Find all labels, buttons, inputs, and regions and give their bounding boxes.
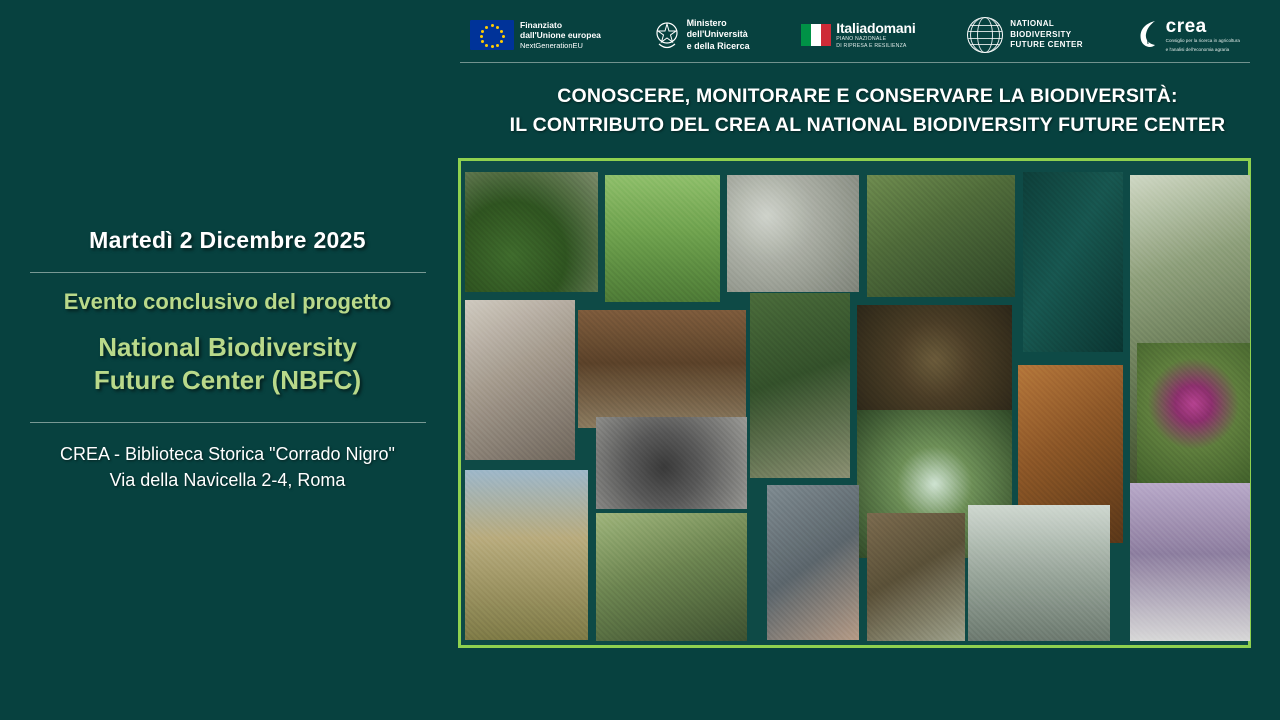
photo-grain: [867, 513, 965, 641]
italiadomani-name: Italiadomani: [836, 20, 916, 37]
crea-tag-line2: e l'analisi dell'economia agraria: [1165, 46, 1230, 52]
eu-text-line3: NextGenerationEU: [520, 40, 583, 50]
project-name-line2: Future Center (NBFC): [93, 365, 362, 396]
mur-text-line1: Ministero: [686, 18, 727, 29]
photo-surface: [465, 470, 588, 640]
venue-line2: Via della Navicella 2-4, Roma: [109, 470, 346, 491]
photo-children-field: [867, 175, 1015, 297]
headline-line1: CONOSCERE, MONITORARE E CONSERVARE LA BIODIVERSITÀ:: [557, 85, 1178, 107]
photo-surface: [465, 300, 575, 460]
republic-emblem-icon: [653, 18, 681, 52]
logo-divider: [460, 62, 1250, 63]
photo-surface: [578, 310, 746, 428]
globe-icon: [967, 17, 1003, 53]
photo-surface: [727, 175, 859, 292]
photo-surface: [1130, 483, 1250, 641]
photo-stag-beetle: [596, 417, 747, 509]
event-info-panel: [0, 0, 455, 720]
photo-grain: [596, 513, 747, 641]
photo-plant-specimen: [867, 513, 965, 641]
photo-hand-insect: [767, 485, 859, 640]
photo-grain: [578, 310, 746, 428]
photo-surface: [465, 172, 598, 292]
event-subtitle: Evento conclusivo del progetto: [63, 288, 392, 314]
divider-top: [30, 272, 426, 273]
nbfc-logo-text: [1010, 19, 1083, 51]
photo-surface: [968, 505, 1110, 641]
nbfc-text-line3: FUTURE CENTER: [1010, 40, 1083, 50]
photo-moth-camouflage: [857, 305, 1012, 415]
project-name: [94, 331, 361, 399]
content-panel: [455, 0, 1280, 720]
photo-collage: [465, 165, 1244, 641]
photo-grain: [596, 417, 747, 509]
photo-grain: [750, 293, 850, 478]
photo-field-team: [465, 470, 588, 640]
italiadomani-logo-text: [836, 20, 915, 50]
mur-text-line2: dell'Università: [686, 29, 748, 40]
logo-italiadomani: [801, 20, 915, 50]
photo-collage-frame: [458, 158, 1251, 648]
photo-thistle-ground: [750, 293, 850, 478]
crea-logo-text: [1166, 17, 1240, 52]
venue-line1: CREA - Biblioteca Storica "Corrado Nigro": [60, 444, 395, 465]
photo-group-outdoor: [596, 513, 747, 641]
page-title: [455, 82, 1280, 141]
photo-surface: [867, 175, 1015, 297]
photo-grain: [1023, 172, 1123, 352]
divider-bottom: [30, 422, 426, 423]
logo-crea: [1135, 17, 1240, 52]
project-name-line1: National Biodiversity: [98, 331, 357, 362]
logo-ministero-universita-ricerca: [653, 18, 750, 52]
logo-european-union: [470, 20, 601, 50]
nbfc-text-line2: BIODIVERSITY: [1010, 29, 1072, 39]
photo-grain: [727, 175, 859, 292]
photo-surface: [596, 417, 747, 509]
event-date: Martedì 2 Dicembre 2025: [89, 226, 366, 253]
photo-old-trunk: [578, 310, 746, 428]
logo-nbfc: [967, 17, 1083, 53]
crea-tag-line1: Consiglio per la ricerca in agricoltura: [1165, 38, 1240, 44]
photo-surface: [596, 513, 747, 641]
photo-thistle-plant: [605, 175, 720, 302]
nbfc-text-line1: NATIONAL: [1010, 18, 1055, 28]
photo-lichen-rock: [727, 175, 859, 292]
photo-surface: [750, 293, 850, 478]
event-venue: [60, 441, 395, 493]
photo-grain: [857, 305, 1012, 415]
photo-surface: [1023, 172, 1123, 352]
photo-surface: [1137, 343, 1250, 488]
photo-grain: [767, 485, 859, 640]
photo-grain: [605, 175, 720, 302]
photo-lab-work: [465, 300, 575, 460]
photo-museum-cases: [1023, 172, 1123, 352]
headline-line2: IL CONTRIBUTO DEL CREA AL NATIONAL BIODIVERSITY FUTURE CENTER: [509, 114, 1226, 137]
crea-name: crea: [1165, 16, 1207, 38]
italiadomani-tag-line1: PIANO NAZIONALE: [836, 36, 887, 43]
eu-logo-text: [520, 20, 601, 50]
photo-surface: [867, 513, 965, 641]
photo-surface: [857, 305, 1012, 415]
photo-grain: [968, 505, 1110, 641]
photo-grain: [465, 172, 598, 292]
photo-insect-trap: [1130, 483, 1250, 641]
photo-grain: [1130, 483, 1250, 641]
photo-mossy-tree: [465, 172, 598, 292]
eu-text-line2: dall'Unione europea: [520, 30, 601, 41]
italiadomani-tag-line2: DI RIPRESA E RESILIENZA: [836, 43, 907, 49]
photo-grain: [867, 175, 1015, 297]
logo-strip: [460, 10, 1250, 60]
eu-text-line1: Finanziato: [520, 20, 563, 31]
photo-thistle-flower: [1137, 343, 1250, 488]
photo-grain: [465, 470, 588, 640]
italian-flag-icon: [801, 24, 831, 46]
photo-surface: [605, 175, 720, 302]
photo-grain: [1137, 343, 1250, 488]
photo-surface: [767, 485, 859, 640]
mur-text-line3: e della Ricerca: [686, 40, 750, 51]
photo-researcher-sample: [968, 505, 1110, 641]
photo-grain: [465, 300, 575, 460]
leaf-icon: [1135, 18, 1161, 52]
eu-flag-icon: [470, 20, 514, 50]
mur-logo-text: [687, 18, 750, 52]
